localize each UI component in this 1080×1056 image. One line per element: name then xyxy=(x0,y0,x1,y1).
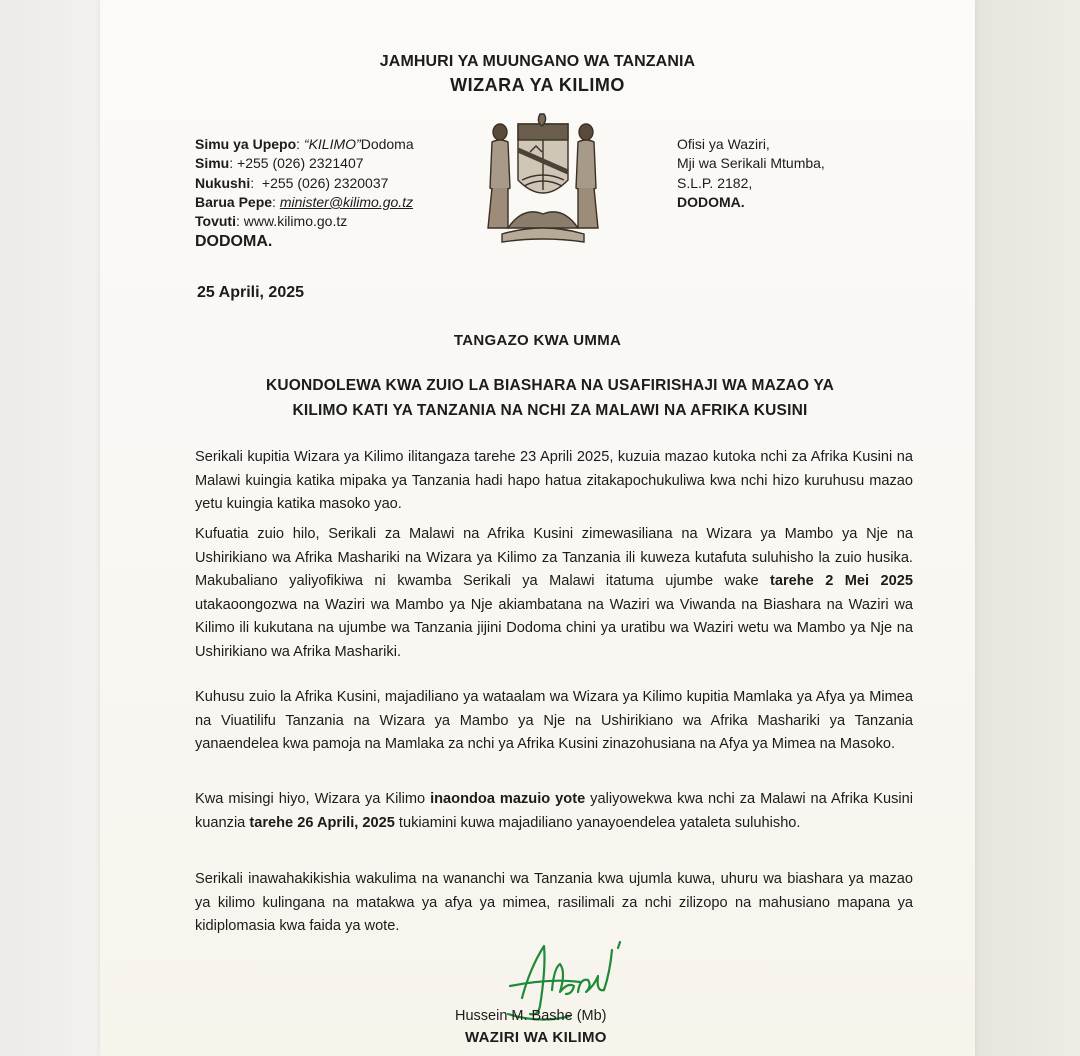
paragraph-3: Kuhusu zuio la Afrika Kusini, majadiliano ya wataalam wa Wizara ya Kilimo kupitia Mamlaka ya Afya ya Mimea na Viuatilifu Tanzania na Wizara ya Mambo ya Nje na Ushirikiano wa Afrika Mashariki ya Tanzania yanaendelea kwa pamoja na Mamlaka za nchi ya Afrika Kusini zinazohusiana na Afya ya Mimea na Masoko. xyxy=(195,689,913,752)
republic-heading: JAMHURI YA MUUNGANO WA TANZANIA xyxy=(379,53,696,70)
telegram-label: Simu ya Upepo xyxy=(195,136,297,152)
contact-block xyxy=(195,135,414,252)
office-city: DODOMA. xyxy=(677,193,745,210)
paragraph-4-text-c: tukiamini kuwa majadiliano yanayoendelea yataleta suluhisho. xyxy=(394,814,801,831)
paragraph-5: Serikali inawahakikishia wakulima na wananchi wa Tanzania kwa ujumla kuwa, uhuru wa biashara ya mazao ya kilimo kulingana na matakwa ya afya ya mimea, rasilimali za nchi zilizopo na mahusiano mapana ya kidiplomasia kwa faida ya wote. xyxy=(195,871,913,934)
paragraph-4-bold-1: inaondoa mazuio yote xyxy=(430,791,586,807)
notice-title: TANGAZO KWA UMMA xyxy=(453,332,622,349)
contact-city: DODOMA. xyxy=(195,233,273,251)
telegram-line: Simu ya Upepo: “KILIMO”Dodoma xyxy=(195,136,414,152)
ministry-heading: WIZARA YA KILIMO xyxy=(450,75,625,95)
paragraph-2-date: tarehe 2 Mei 2025 xyxy=(769,573,913,589)
letter-page xyxy=(100,0,975,1056)
background-right xyxy=(975,0,1080,1056)
phone-line: Simu: +255 (026) 2321407 xyxy=(195,155,364,172)
signer-title: WAZIRI WA KILIMO xyxy=(465,1029,607,1046)
letter-date: 25 Aprili, 2025 xyxy=(197,284,305,301)
phone-value: +255 (026) 2321407 xyxy=(237,155,364,172)
paragraph-2-text-b: utakaoongozwa na Waziri wa Mambo ya Nje akiambatana na Waziri wa Viwanda na Biashara na Waziri wa Kilimo ili kukutana na ujumbe wa Tanzania jijini Dodoma chini ya uratibu wa Waziri wetu wa Mambo ya Nje na Ushirikiano wa Afrika Mashariki. xyxy=(195,596,913,660)
telegram-city: Dodoma xyxy=(360,136,414,152)
telegram-value: “KILIMO” xyxy=(303,136,361,152)
subject-line2: KILIMO KATI YA TANZANIA NA NCHI ZA MALAWI NA AFRIKA KUSINI xyxy=(292,402,808,419)
website-label: Tovuti xyxy=(195,213,236,230)
office-address xyxy=(677,135,825,212)
fax-label: Nukushi xyxy=(195,174,251,191)
signer-name: Hussein M. Bashe (Mb) xyxy=(455,1008,607,1024)
email-label: Barua Pepe xyxy=(195,193,273,210)
tanzania-coat-of-arms-icon xyxy=(478,110,608,252)
email-link[interactable]: minister@kilimo.go.tz xyxy=(279,193,414,210)
office-line2: Mji wa Serikali Mtumba, xyxy=(677,155,825,172)
website-line: Tovuti: www.kilimo.go.tz xyxy=(195,213,348,230)
website-link[interactable]: www.kilimo.go.tz xyxy=(243,213,348,230)
office-line3: S.L.P. 2182, xyxy=(677,174,753,191)
email-line: Barua Pepe: minister@kilimo.go.tz xyxy=(195,193,414,210)
phone-label: Simu xyxy=(195,155,230,172)
background-left xyxy=(0,0,100,1056)
paragraph-1: Serikali kupitia Wizara ya Kilimo ilitangaza tarehe 23 Aprili 2025, kuzuia mazao kutoka nchi za Afrika Kusini na Malawi kuingia katika mipaka ya Tanzania hadi hapo hatua zitakapochukuliwa kwa nchi hizo kuruhusu mazao yetu kuingia katika masoko yao. xyxy=(195,449,913,512)
paragraph-4-text-a: Kwa misingi hiyo, Wizara ya Kilimo xyxy=(195,791,431,807)
subject-heading xyxy=(180,373,920,423)
paragraph-4 xyxy=(195,788,913,835)
paragraph-2-text-a: Kufuatia zuio hilo, Serikali za Malawi na Afrika Kusini zimewasiliana na Wizara ya Mambo ya Nje na Ushirikiano wa Afrika Mashariki na Wizara ya Kilimo za Tanzania ili kuweza kutafuta suluhisho la zuio husika. Makubaliano yaliyofikiwa ni kwamba Serikali ya Malawi itatuma ujumbe wake xyxy=(195,526,913,589)
paragraph-4-text-b: yaliyowekwa kwa nchi za Malawi na Afrika Kusini kuanzia xyxy=(195,791,913,831)
paragraph-4-bold-2: tarehe 26 Aprili, 2025 xyxy=(249,814,395,831)
subject-line1: KUONDOLEWA KWA ZUIO LA BIASHARA NA USAFIRISHAJI WA MAZAO YA xyxy=(265,377,835,394)
office-line1: Ofisi ya Waziri, xyxy=(677,136,770,152)
fax-line: Nukushi: +255 (026) 2320037 xyxy=(195,174,389,191)
paragraph-2 xyxy=(195,523,913,664)
fax-value: +255 (026) 2320037 xyxy=(261,174,389,191)
